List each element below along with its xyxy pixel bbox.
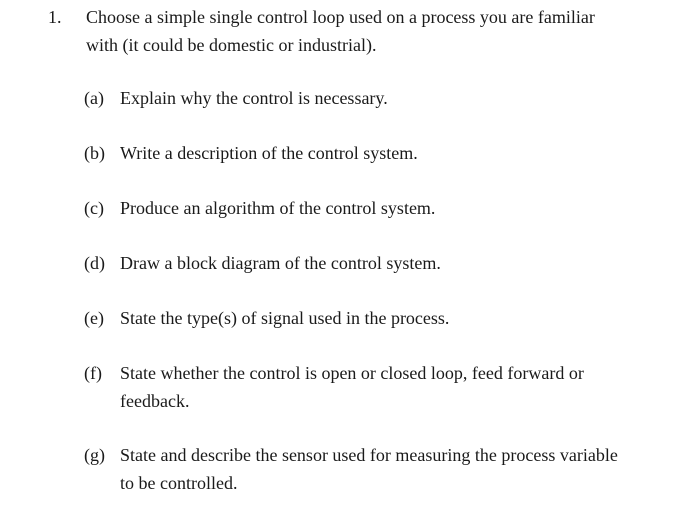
part-g-line-2: to be controlled. — [120, 473, 238, 493]
part-a-text — [120, 84, 644, 112]
part-c-line-1: Produce an algorithm of the control system. — [120, 198, 436, 218]
part-g-label: (g) — [84, 445, 105, 465]
part-f-text — [120, 359, 644, 415]
question-prompt-line-1: Choose a simple single control loop used on a process you are familiar — [86, 7, 595, 27]
part-e-line-1: State the type(s) of signal used in the process. — [120, 308, 450, 328]
part-b-line-1: Write a description of the control system. — [120, 143, 418, 163]
part-g-line-1: State and describe the sensor used for measuring the process variable — [120, 445, 618, 465]
question-prompt — [86, 3, 666, 59]
part-f-label: (f) — [84, 363, 102, 383]
part-d-line-1: Draw a block diagram of the control system. — [120, 253, 441, 273]
part-d-label: (d) — [84, 253, 105, 273]
question-number: 1. — [48, 7, 62, 27]
part-a-label: (a) — [84, 88, 104, 108]
part-a-line-1: Explain why the control is necessary. — [120, 88, 388, 108]
part-f-line-2: feedback. — [120, 391, 190, 411]
part-g-text — [120, 441, 644, 497]
part-c-label: (c) — [84, 198, 104, 218]
part-e-label: (e) — [84, 308, 104, 328]
part-b-label: (b) — [84, 143, 105, 163]
part-b-text — [120, 139, 644, 167]
part-f-line-1: State whether the control is open or closed loop, feed forward or — [120, 363, 584, 383]
part-d-text — [120, 249, 644, 277]
part-c-text — [120, 194, 644, 222]
part-e-text — [120, 304, 644, 332]
question-prompt-line-2: with (it could be domestic or industrial). — [86, 35, 377, 55]
